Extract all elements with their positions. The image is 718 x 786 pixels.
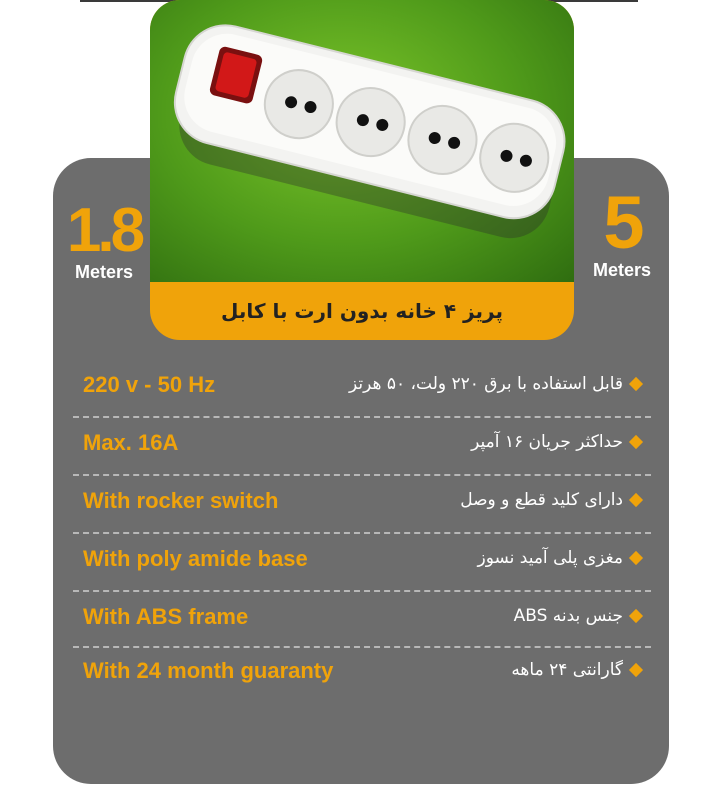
spec-english: With poly amide base bbox=[83, 546, 308, 571]
spec-persian: قابل استفاده با برق ۲۲۰ ولت، ۵۰ هرتز bbox=[349, 374, 641, 394]
spec-row bbox=[73, 594, 651, 652]
diamond-bullet-icon bbox=[629, 663, 643, 677]
spec-row bbox=[73, 478, 651, 536]
spec-row bbox=[73, 536, 651, 594]
spec-persian: دارای کلید قطع و وصل bbox=[460, 490, 641, 510]
spec-persian: جنس بدنه ABS bbox=[514, 606, 641, 626]
diamond-bullet-icon bbox=[629, 551, 643, 565]
diamond-bullet-icon bbox=[629, 435, 643, 449]
cable-length-value: 5 bbox=[603, 181, 641, 264]
cable-length-long bbox=[582, 181, 662, 281]
spec-persian: گارانتی ۲۴ ماهه bbox=[511, 660, 641, 680]
cable-length-unit: Meters bbox=[592, 260, 652, 280]
spec-row bbox=[73, 648, 651, 706]
cable-length-unit: Meters bbox=[74, 262, 134, 282]
spec-english: With ABS frame bbox=[83, 604, 249, 629]
cable-length-short bbox=[62, 196, 146, 283]
spec-persian: حداکثر جریان ۱۶ آمپر bbox=[471, 432, 641, 452]
spec-persian: مغزی پلی آمید نسوز bbox=[477, 548, 641, 568]
spec-divider bbox=[73, 474, 651, 476]
diamond-bullet-icon bbox=[629, 609, 643, 623]
spec-divider bbox=[73, 590, 651, 592]
diamond-bullet-icon bbox=[629, 493, 643, 507]
spec-english: With 24 month guaranty bbox=[83, 658, 334, 683]
diamond-bullet-icon bbox=[629, 377, 643, 391]
product-photo bbox=[150, 0, 574, 282]
spec-english: Max. 16A bbox=[83, 430, 179, 455]
spec-divider bbox=[73, 532, 651, 534]
product-title: پریز ۴ خانه بدون ارت با کابل bbox=[220, 299, 504, 323]
power-strip-illustration bbox=[150, 0, 574, 282]
spec-english: 220 v - 50 Hz bbox=[83, 372, 216, 397]
spec-divider bbox=[73, 416, 651, 418]
spec-english: With rocker switch bbox=[83, 488, 279, 513]
cable-length-value: 1.8 bbox=[66, 196, 142, 265]
spec-row bbox=[73, 420, 651, 478]
spec-row bbox=[73, 362, 651, 420]
